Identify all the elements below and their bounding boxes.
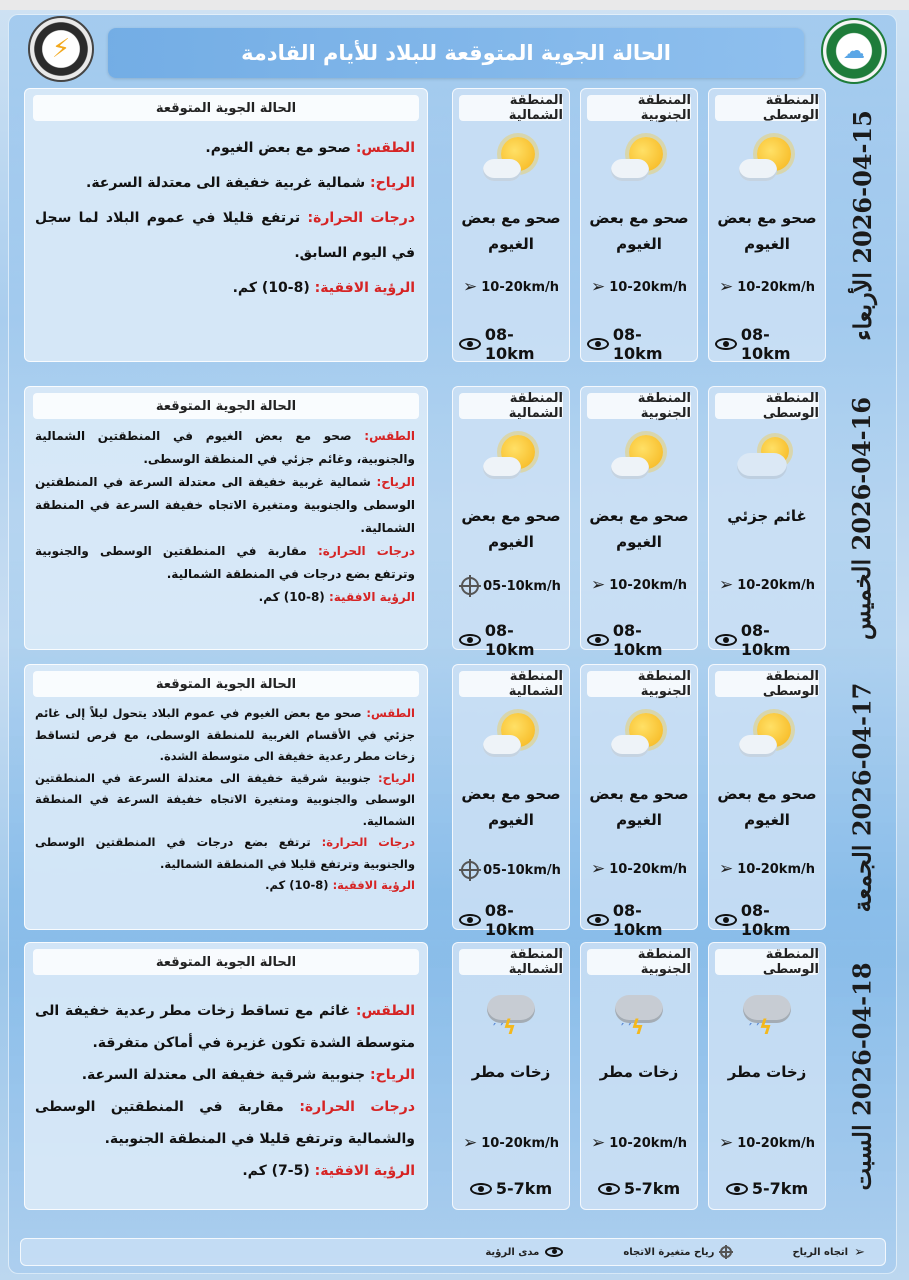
region-name: المنطقة الجنوبية — [587, 671, 691, 697]
sun-cloud-icon — [481, 135, 541, 187]
arrow-icon: ➢ — [462, 1133, 478, 1153]
sun-cloud-icon — [481, 433, 541, 485]
region-card-south — [580, 386, 698, 659]
region-name: المنطقة الشمالية — [459, 393, 563, 419]
sun-cloud-icon — [737, 711, 797, 763]
lightning-logo-icon: ⚡ — [51, 34, 71, 64]
region-card-south — [580, 88, 698, 362]
condition-text: زخات مطر — [599, 1063, 679, 1081]
wind-speed: 05-10km/h — [459, 577, 563, 595]
visibility: 5-7km — [459, 1179, 563, 1198]
wind-line: الرياح: جنوبية شرقية خفيفة الى معتدلة السرعة في المنطقتين الوسطى والجنوبية ومتغيرة الاتجاه خفيفة السرعة في المنطقة الشمالية. — [35, 770, 415, 828]
legend-wind-direction: ➢ اتجاه الرياح — [792, 1244, 865, 1260]
right-logo — [821, 18, 887, 84]
day-row — [18, 664, 888, 939]
vis-line: الرؤية الافقية: (8-10) كم. — [258, 590, 415, 604]
visibility: 08-10km — [587, 325, 691, 363]
condition-text: غائم جزئي — [727, 507, 807, 525]
region-name: المنطقة الوسطى — [715, 393, 819, 419]
compass-icon — [461, 577, 479, 595]
arrow-icon: ➢ — [718, 575, 734, 595]
region-name: المنطقة الشمالية — [459, 949, 563, 975]
eye-icon — [587, 914, 609, 926]
wind-speed: ➢ 10-20km/h — [462, 1133, 560, 1153]
arrow-icon: ➢ — [718, 1133, 734, 1153]
arrow-icon: ➢ — [590, 575, 606, 595]
compass-icon — [461, 861, 479, 879]
region-name: المنطقة الوسطى — [715, 949, 819, 975]
weather-line: الطقس: صحو مع بعض الغيوم في عموم البلاد يتحول ليلاً إلى غائم جزئي في الأقسام الغربية للمنطقة الوسطى، مع فرص لتساقط زخات مطر رعدية خفيفة الى متوسطة الشدة. — [35, 706, 415, 763]
legend-visibility: مدى الرؤية — [485, 1247, 563, 1258]
region-card-south — [580, 942, 698, 1210]
day-row — [18, 88, 888, 362]
region-card-central — [708, 942, 826, 1210]
thunder-rain-icon: ϟ ′ ′ — [481, 989, 541, 1041]
legend-variable-wind: رياح متغيرة الاتجاه — [623, 1246, 732, 1258]
region-name: المنطقة الجنوبية — [587, 949, 691, 975]
eye-icon — [470, 1183, 492, 1195]
arrow-icon: ➢ — [590, 277, 606, 297]
region-card-central — [708, 386, 826, 659]
region-card-north — [452, 942, 570, 1210]
day-date-label: 2026-04-17 الجمعة — [847, 682, 877, 912]
wind-line: الرياح: جنوبية شرقية خفيفة الى معتدلة السرعة. — [81, 1067, 415, 1083]
vis-line: الرؤية الافقية: (5-7) كم. — [242, 1163, 415, 1179]
condition-text: صحو مع بعض الغيوم — [589, 209, 689, 253]
temp-line: درجات الحرارة: ترتفع قليلا في عموم البلاد لما سجل في اليوم السابق. — [35, 210, 416, 261]
visibility: 08-10km — [459, 901, 563, 939]
sun-cloud-icon — [737, 135, 797, 187]
forecast-description — [24, 386, 428, 650]
condition-text: صحو مع بعض الغيوم — [461, 785, 561, 829]
region-card-south — [580, 664, 698, 939]
condition-text: صحو مع بعض الغيوم — [589, 507, 689, 551]
region-name: المنطقة الجنوبية — [587, 95, 691, 121]
partly-cloudy-icon — [737, 433, 797, 485]
visibility: 08-10km — [459, 621, 563, 659]
day-date-label: 2026-04-18 السبت — [847, 961, 877, 1191]
wind-speed: 05-10km/h — [459, 861, 563, 879]
thunder-rain-icon: ϟ ′ ′ — [737, 989, 797, 1041]
condition-text: صحو مع بعض الغيوم — [717, 785, 817, 829]
temp-line: درجات الحرارة: ترتفع بضع درجات في المنطقتين الوسطى والجنوبية وترتفع قليلا في المنطقة الشمالية. — [35, 835, 415, 871]
visibility: 5-7km — [715, 1179, 819, 1198]
weather-line: الطقس: صحو مع بعض الغيوم في المنطقتين الشمالية والجنوبية، وغائم جزئي في المنطقة الوسطى. — [35, 429, 415, 466]
eye-icon — [545, 1247, 563, 1257]
wind-speed: ➢ 10-20km/h — [590, 1133, 688, 1153]
day-date-label: 2026-04-15 الأربعاء — [847, 109, 877, 341]
arrow-icon: ➢ — [718, 859, 734, 879]
condition-text: صحو مع بعض الغيوم — [589, 785, 689, 829]
arrow-icon: ➢ — [718, 277, 734, 297]
visibility: 08-10km — [587, 621, 691, 659]
visibility: 08-10km — [587, 901, 691, 939]
arrow-icon: ➢ — [590, 859, 606, 879]
eye-icon — [459, 634, 481, 646]
thunder-rain-icon: ϟ ′ ′ — [609, 989, 669, 1041]
wind-speed: ➢ 10-20km/h — [590, 859, 688, 879]
description-heading: الحالة الجوية المتوقعة — [33, 95, 419, 121]
cloud-logo-icon: ☁ — [843, 38, 865, 64]
arrow-icon: ➢ — [462, 277, 478, 297]
region-card-north — [452, 386, 570, 659]
wind-speed: ➢ 10-20km/h — [718, 859, 816, 879]
condition-text: زخات مطر — [727, 1063, 807, 1081]
day-date-label: 2026-04-16 الخميس — [847, 396, 877, 640]
vis-line: الرؤية الافقية: (8-10) كم. — [265, 878, 415, 892]
day-row — [18, 386, 888, 659]
weather-line: الطقس: صحو مع بعض الغيوم. — [205, 140, 415, 156]
page-title: الحالة الجوية المتوقعة للبلاد للأيام القادمة — [108, 28, 804, 78]
top-bar — [0, 0, 909, 10]
region-card-central — [708, 88, 826, 362]
eye-icon — [459, 338, 481, 350]
region-card-north — [452, 88, 570, 362]
forecast-description — [24, 88, 428, 362]
region-name: المنطقة الجنوبية — [587, 393, 691, 419]
temp-line: درجات الحرارة: مقاربة في المنطقتين الوسطى والشمالية وترتفع قليلا في المنطقة الجنوبية. — [35, 1099, 416, 1147]
wind-line: الرياح: شمالية غربية خفيفة الى معتدلة السرعة في المنطقتين الوسطى والجنوبية ومتغيرة الاتجاه خفيفة السرعة في المنطقة الشمالية. — [35, 475, 416, 535]
forecast-description — [24, 664, 428, 930]
visibility: 08-10km — [715, 325, 819, 363]
description-heading: الحالة الجوية المتوقعة — [33, 393, 419, 419]
wind-speed: ➢ 10-20km/h — [718, 277, 816, 297]
visibility: 08-10km — [715, 901, 819, 939]
region-card-north — [452, 664, 570, 939]
visibility: 08-10km — [715, 621, 819, 659]
wind-speed: ➢ 10-20km/h — [590, 575, 688, 595]
legend-bar — [20, 1238, 886, 1266]
region-name: المنطقة الوسطى — [715, 95, 819, 121]
eye-icon — [598, 1183, 620, 1195]
eye-icon — [715, 634, 737, 646]
sun-cloud-icon — [609, 433, 669, 485]
vis-line: الرؤية الافقية: (8-10) كم. — [232, 280, 415, 296]
eye-icon — [459, 914, 481, 926]
weather-line: الطقس: غائم مع تساقط زخات مطر رعدية خفيفة الى متوسطة الشدة تكون غزيرة في أماكن متفرقة. — [35, 1003, 416, 1051]
arrow-icon: ➢ — [854, 1244, 865, 1260]
temp-line: درجات الحرارة: مقاربة في المنطقتين الوسطى والجنوبية وترتفع بضع درجات في المنطقة الشمالية. — [35, 544, 416, 581]
visibility: 08-10km — [459, 325, 563, 363]
wind-speed: ➢ 10-20km/h — [590, 277, 688, 297]
sun-cloud-icon — [481, 711, 541, 763]
region-name: المنطقة الوسطى — [715, 671, 819, 697]
eye-icon — [726, 1183, 748, 1195]
left-logo — [28, 16, 94, 82]
day-row — [18, 942, 888, 1210]
region-card-central — [708, 664, 826, 939]
condition-text: صحو مع بعض الغيوم — [717, 209, 817, 253]
description-heading: الحالة الجوية المتوقعة — [33, 949, 419, 975]
forecast-description — [24, 942, 428, 1210]
region-name: المنطقة الشمالية — [459, 95, 563, 121]
description-heading: الحالة الجوية المتوقعة — [33, 671, 419, 697]
sun-cloud-icon — [609, 711, 669, 763]
sun-cloud-icon — [609, 135, 669, 187]
eye-icon — [715, 338, 737, 350]
condition-text: صحو مع بعض الغيوم — [461, 209, 561, 253]
region-name: المنطقة الشمالية — [459, 671, 563, 697]
condition-text: صحو مع بعض الغيوم — [461, 507, 561, 551]
eye-icon — [715, 914, 737, 926]
compass-icon — [720, 1246, 732, 1258]
condition-text: زخات مطر — [471, 1063, 551, 1081]
eye-icon — [587, 634, 609, 646]
wind-speed: ➢ 10-20km/h — [718, 575, 816, 595]
eye-icon — [587, 338, 609, 350]
arrow-icon: ➢ — [590, 1133, 606, 1153]
wind-speed: ➢ 10-20km/h — [462, 277, 560, 297]
visibility: 5-7km — [587, 1179, 691, 1198]
wind-speed: ➢ 10-20km/h — [718, 1133, 816, 1153]
wind-line: الرياح: شمالية غربية خفيفة الى معتدلة السرعة. — [86, 175, 415, 191]
